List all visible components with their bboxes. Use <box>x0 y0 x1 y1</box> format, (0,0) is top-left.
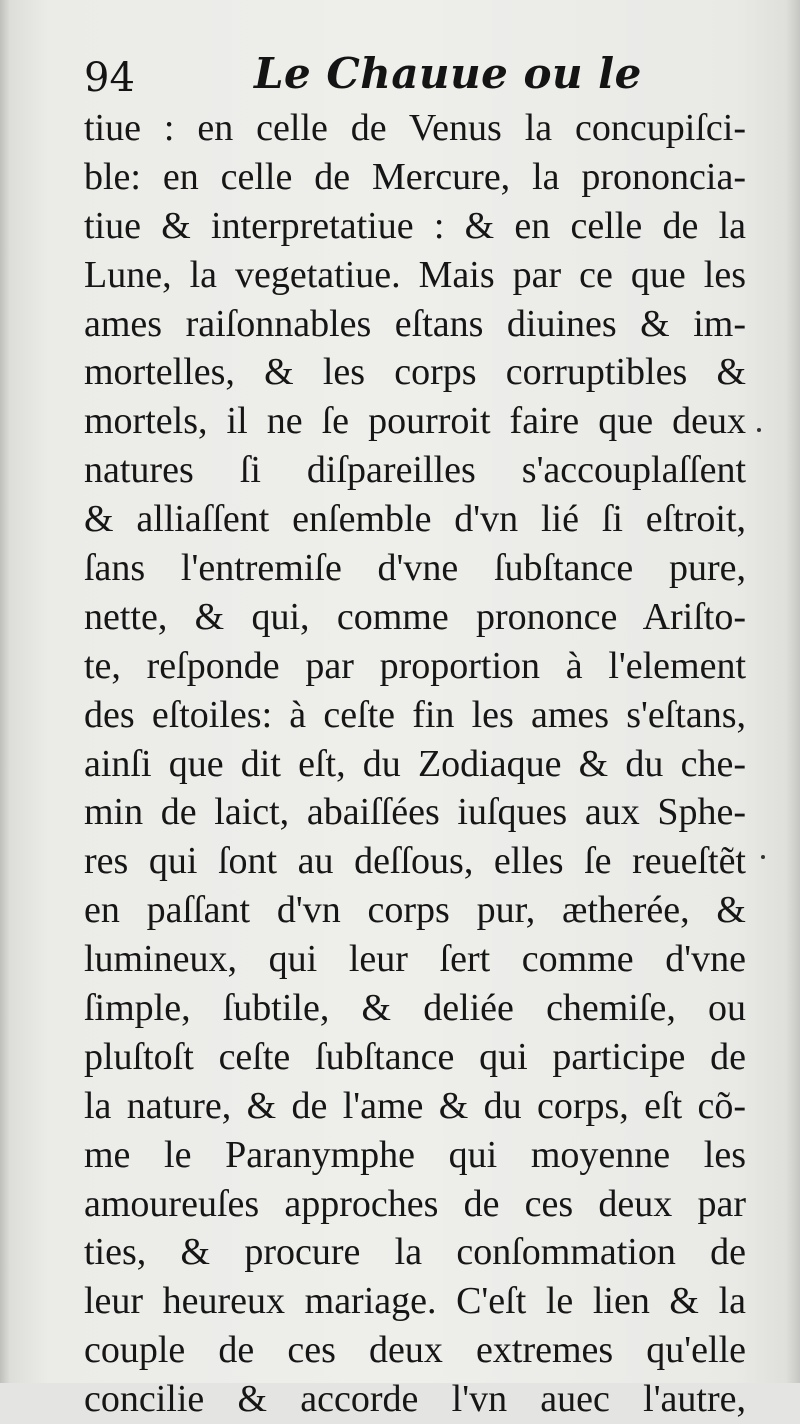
text-line: te, reſponde par proportion à l'element <box>84 644 746 687</box>
text-line: amoureuſes approches de ces deux par <box>84 1182 746 1225</box>
text-line: nette, & qui, comme prononce Ariſto- <box>84 595 746 638</box>
page-number: 94 <box>84 55 135 101</box>
text-line: tiue & interpretatiue : & en celle de la <box>84 204 746 247</box>
text-line: ble: en celle de Mercure, la prononcia- <box>84 155 746 198</box>
text-line: des eſtoiles: à ceſte fin les ames s'eſtans, <box>84 693 746 736</box>
body-text <box>84 104 746 1424</box>
text-line: ſimple, ſubtile, & deliée chemiſe, ou <box>84 987 746 1030</box>
page-shadow-right <box>786 0 800 1383</box>
text-line: couple de ces deux extremes qu'elle <box>84 1329 746 1372</box>
text-line: en paſſant d'vn corps pur, ætherée, & <box>84 889 746 932</box>
text-line: Lune, la vegetatiue. Mais par ce que les <box>84 253 746 296</box>
page-header <box>84 44 744 104</box>
page-shadow-left <box>0 0 10 1383</box>
text-line: tiue : en celle de Venus la concupiſci- <box>84 107 746 149</box>
text-line: me le Paranymphe qui moyenne les <box>84 1133 746 1176</box>
running-title: Le Chauue ou le <box>254 49 642 98</box>
ink-speck <box>757 428 761 432</box>
text-line: & alliaſſent enſemble d'vn lié ſi eſtroit, <box>84 498 746 541</box>
text-line: lumineux, qui leur ſert comme d'vne <box>84 938 746 981</box>
text-line: ames raiſonnables eſtans diuines & im- <box>84 302 746 345</box>
ink-speck <box>761 855 765 859</box>
text-line: ainſi que dit eſt, du Zodiaque & du che- <box>84 742 746 785</box>
text-line: min de laict, abaiſſées iuſques aux Sphe- <box>84 791 746 834</box>
text-line: ſans l'entremiſe d'vne ſubſtance pure, <box>84 547 746 590</box>
text-line: pluſtoſt ceſte ſubſtance qui participe de <box>84 1035 746 1078</box>
text-line: ties, & procure la conſommation de <box>84 1231 746 1274</box>
text-line: mortels, il ne ſe pourroit faire que deux <box>84 400 746 443</box>
text-line: natures ſi diſpareilles s'accouplaſſent <box>84 449 746 492</box>
text-line: leur heureux mariage. C'eſt le lien & la <box>84 1280 746 1323</box>
text-line: concilie & accorde l'vn auec l'autre, <box>84 1378 746 1421</box>
text-line: mortelles, & les corps corruptibles & <box>84 351 746 394</box>
text-line: res qui ſont au deſſous, elles ſe reueſtẽt <box>84 840 746 883</box>
text-line: la nature, & de l'ame & du corps, eſt cõ- <box>84 1084 746 1127</box>
